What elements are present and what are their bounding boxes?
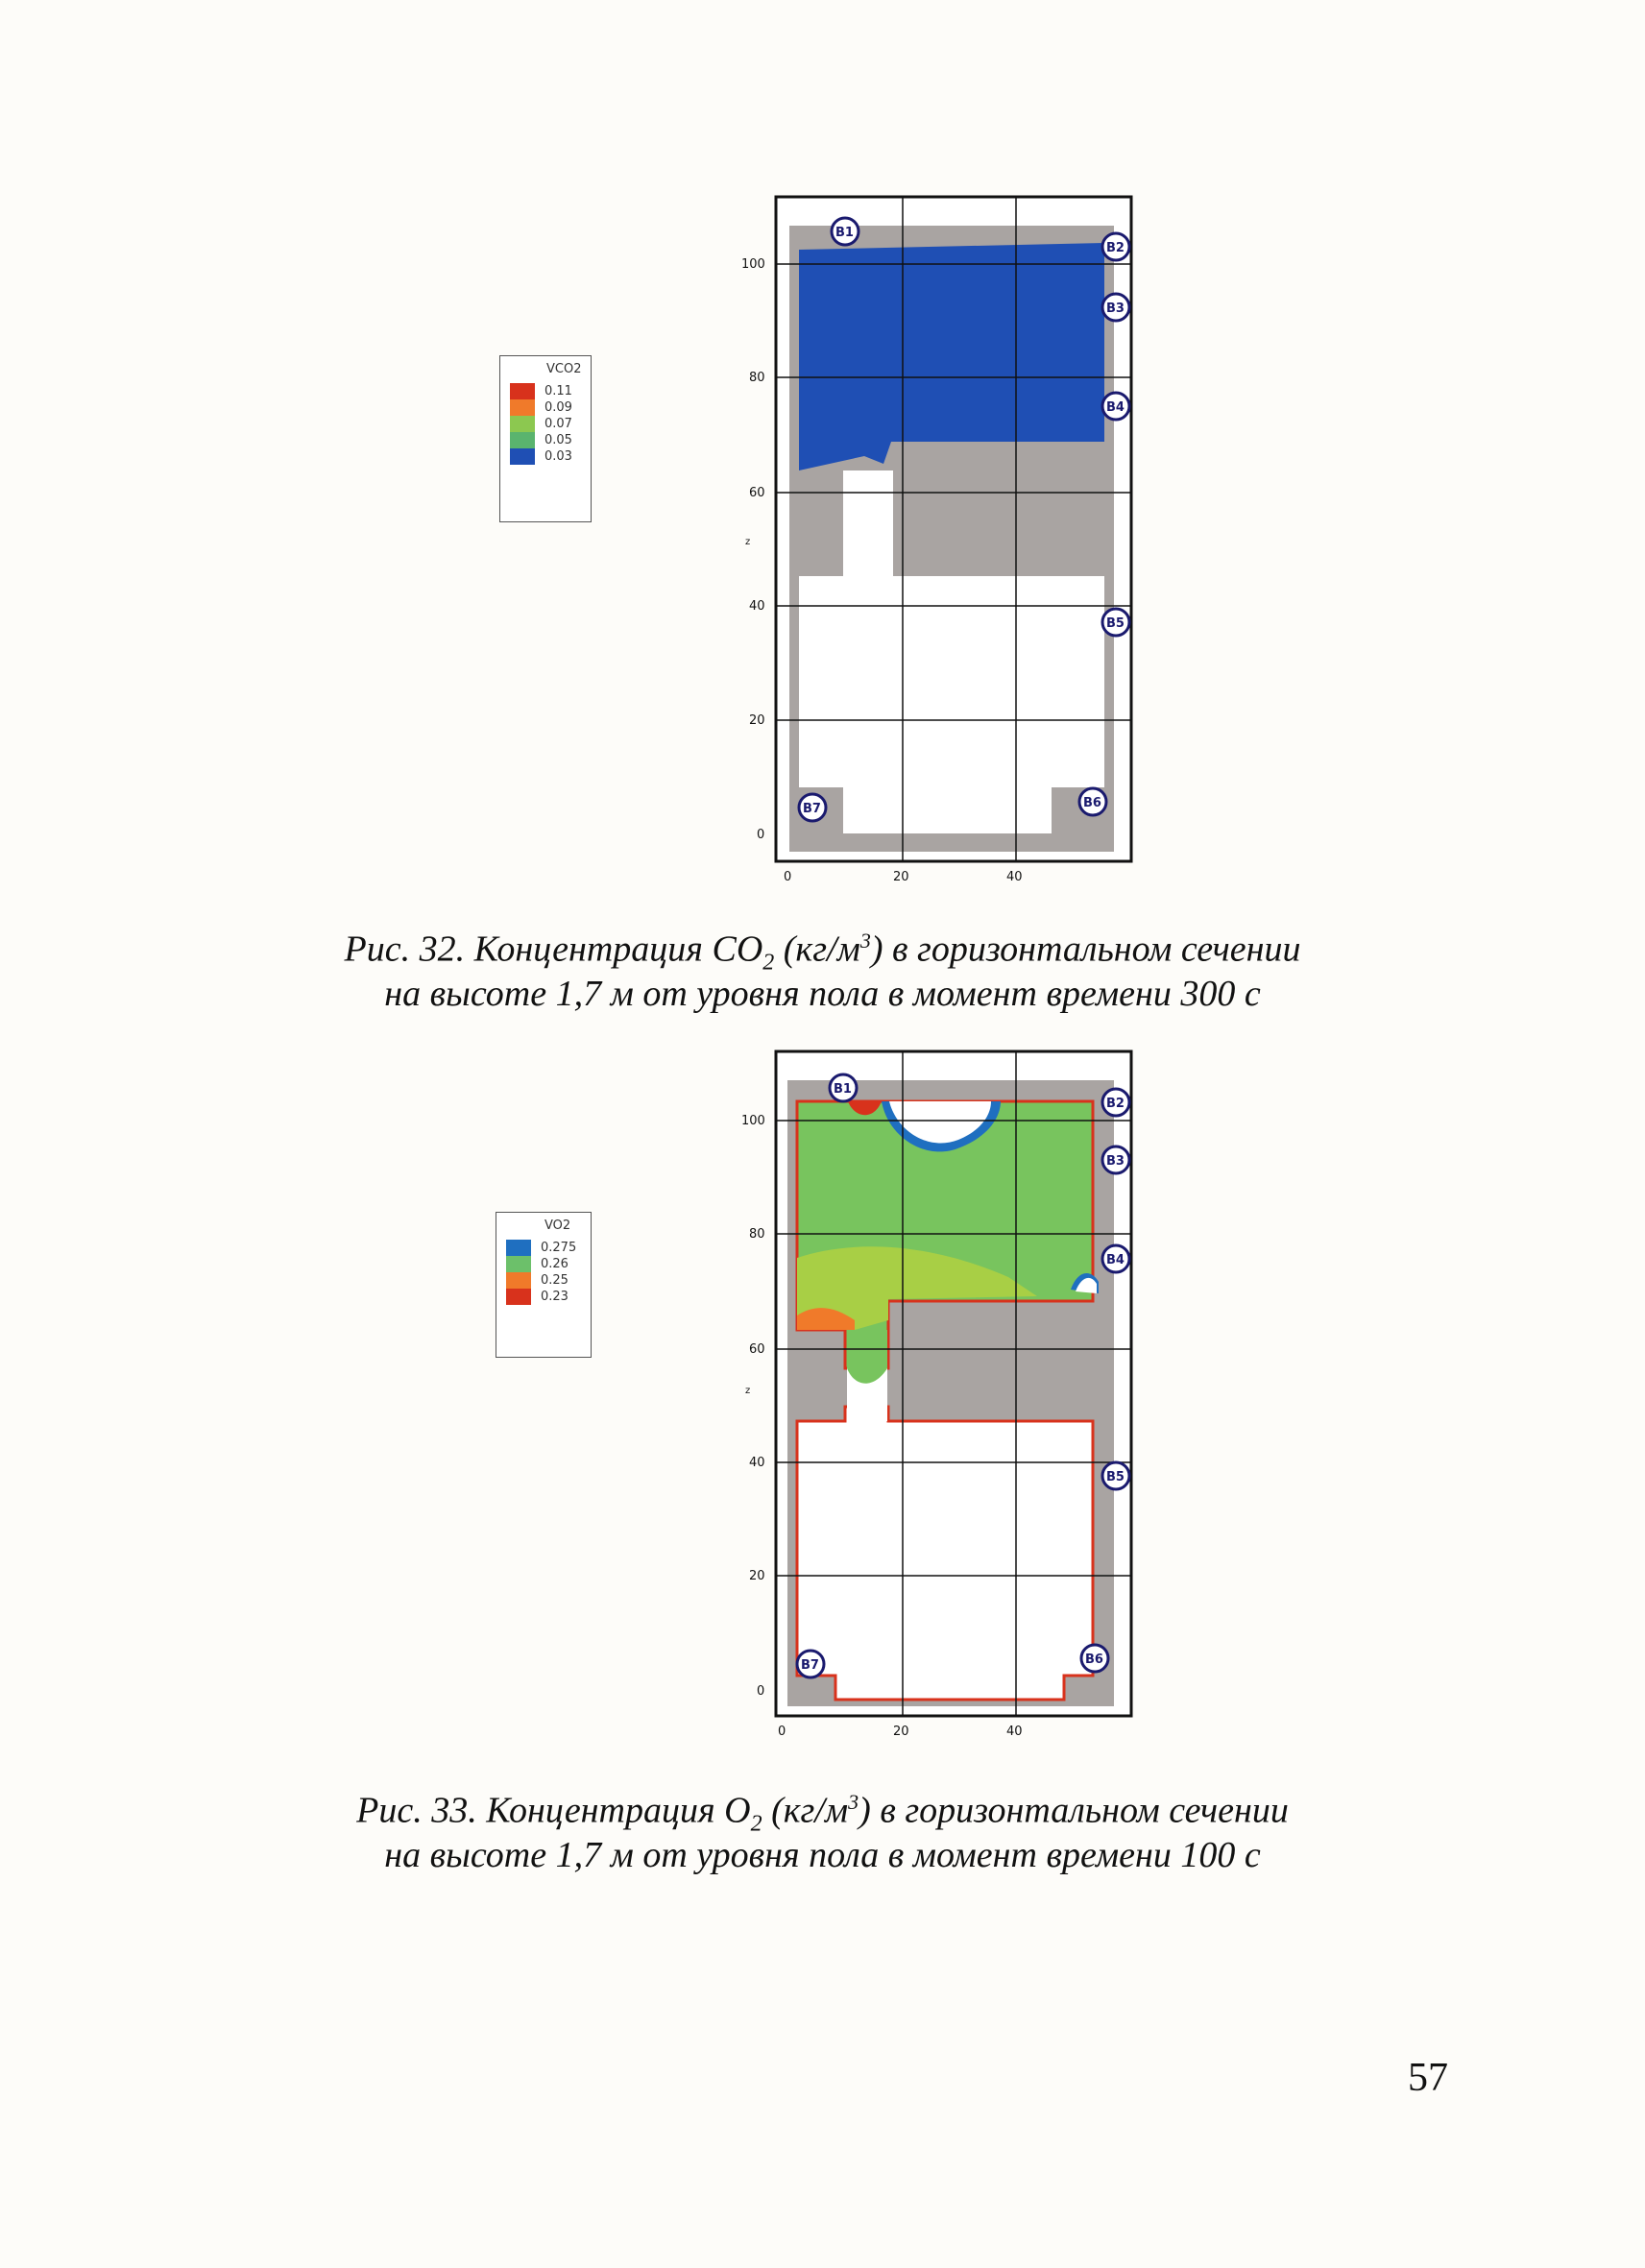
svg-text:B7: B7 <box>801 1658 819 1673</box>
svg-text:B1: B1 <box>834 1082 852 1097</box>
fig32-marker-b6 <box>1079 788 1106 815</box>
fig33-legend-label-3: 0.23 <box>541 1290 568 1304</box>
fig32-marker-b4 <box>1102 393 1129 420</box>
fig33-legend-label-1: 0.26 <box>541 1257 568 1271</box>
svg-text:B6: B6 <box>1083 796 1101 810</box>
fig32-caption-mid: (кг/м <box>774 929 860 970</box>
fig33-caption-sup: 3 <box>848 1790 859 1814</box>
fig33-caption-post: ) в горизонтальном сечении <box>859 1790 1289 1831</box>
fig32-marker-b1 <box>832 218 859 245</box>
fig32-legend-label-1: 0.09 <box>544 400 572 415</box>
fig33-xtick-20: 20 <box>893 1725 909 1739</box>
fig33-caption-line2: на высоте 1,7 м от уровня пола в момент времени 100 с <box>384 1835 1261 1875</box>
fig33-marker-b6 <box>1081 1645 1108 1672</box>
fig32-marker-b3 <box>1102 294 1129 321</box>
svg-text:B7: B7 <box>803 802 821 816</box>
fig32-caption-sup: 3 <box>859 929 871 953</box>
page-number: 57 <box>1408 2056 1448 2100</box>
svg-text:B1: B1 <box>835 226 854 240</box>
svg-text:B6: B6 <box>1085 1653 1103 1667</box>
fig33-legend-label-0: 0.275 <box>541 1241 577 1255</box>
fig32-caption-post: ) в горизонтальном сечении <box>870 929 1301 970</box>
fig32-legend-swatch-0 <box>510 383 535 399</box>
fig32-ytick-80: 80 <box>749 371 765 385</box>
fig32-xtick-0: 0 <box>784 870 792 884</box>
fig33-ytick-60: 60 <box>749 1342 765 1357</box>
fig32-legend-label-4: 0.03 <box>544 449 572 464</box>
fig32-xtick-20: 20 <box>893 870 909 884</box>
svg-text:B4: B4 <box>1106 400 1125 415</box>
fig32-legend <box>499 355 592 522</box>
fig33-ytick-100: 100 <box>741 1114 765 1128</box>
svg-text:B3: B3 <box>1106 1154 1125 1169</box>
fig32-legend-label-0: 0.11 <box>544 384 572 398</box>
fig32-caption-line2: на высоте 1,7 м от уровня пола в момент времени 300 с <box>384 974 1261 1014</box>
fig33-caption-mid: (кг/м <box>762 1790 849 1831</box>
svg-text:B2: B2 <box>1106 241 1125 255</box>
fig32-xtick-40: 40 <box>1006 870 1023 884</box>
fig32-corridor <box>843 470 893 578</box>
fig33-caption-sub: 2 <box>750 1811 762 1837</box>
svg-text:B2: B2 <box>1106 1097 1125 1111</box>
fig33-marker-b2 <box>1102 1089 1129 1116</box>
svg-text:B4: B4 <box>1106 1253 1125 1267</box>
fig33-axis-label: z <box>745 1386 751 1396</box>
fig32-ytick-60: 60 <box>749 486 765 500</box>
fig33-marker-b4 <box>1102 1245 1129 1272</box>
fig33-xtick-0: 0 <box>778 1725 786 1739</box>
fig32-co2-region <box>799 243 1104 470</box>
fig33-legend-swatch-1 <box>506 1256 531 1272</box>
fig33-corridor-green <box>847 1330 887 1384</box>
fig32-plot <box>720 187 1162 898</box>
fig32-caption-sub: 2 <box>762 950 775 976</box>
fig33-ytick-80: 80 <box>749 1227 765 1242</box>
fig33-ytick-20: 20 <box>749 1569 765 1583</box>
fig32-axis-label: z <box>745 537 751 547</box>
fig33-legend <box>496 1212 592 1358</box>
svg-text:B5: B5 <box>1106 616 1125 631</box>
fig33-legend-swatch-0 <box>506 1240 531 1256</box>
fig32-legend-swatch-1 <box>510 399 535 416</box>
fig33-caption-pre: Рис. 33. Концентрация O <box>356 1790 751 1831</box>
fig33-legend-title: VO2 <box>544 1218 571 1233</box>
fig33-legend-swatch-2 <box>506 1272 531 1289</box>
fig32-marker-b7 <box>799 794 826 821</box>
fig33-marker-b3 <box>1102 1146 1129 1173</box>
fig33-legend-swatch-3 <box>506 1289 531 1305</box>
fig32-caption-pre: Рис. 32. Концентрация CO <box>344 929 763 970</box>
fig33-marker-b7 <box>797 1651 824 1677</box>
fig32-ytick-100: 100 <box>741 257 765 272</box>
fig33-marker-b1 <box>830 1074 857 1101</box>
fig32-legend-swatch-4 <box>510 448 535 465</box>
svg-text:B3: B3 <box>1106 302 1125 316</box>
fig32-ytick-20: 20 <box>749 713 765 728</box>
fig32-ytick-40: 40 <box>749 599 765 614</box>
fig32-legend-swatch-2 <box>510 416 535 432</box>
svg-text:B5: B5 <box>1106 1470 1125 1484</box>
fig32-legend-swatch-3 <box>510 432 535 448</box>
fig32-legend-label-2: 0.07 <box>544 417 572 431</box>
fig32-legend-label-3: 0.05 <box>544 433 572 447</box>
fig33-plot <box>720 1042 1162 1752</box>
fig33-xtick-40: 40 <box>1006 1725 1023 1739</box>
fig33-marker-b5 <box>1102 1462 1129 1489</box>
fig33-lower-floor <box>797 1407 1093 1700</box>
fig33-legend-label-2: 0.25 <box>541 1273 568 1288</box>
fig32-legend-title: VCO2 <box>546 362 582 376</box>
fig32-marker-b5 <box>1102 609 1129 636</box>
fig33-ytick-0: 0 <box>757 1684 765 1699</box>
fig32-ytick-0: 0 <box>757 828 765 842</box>
fig32-marker-b2 <box>1102 233 1129 260</box>
fig33-ytick-40: 40 <box>749 1456 765 1470</box>
